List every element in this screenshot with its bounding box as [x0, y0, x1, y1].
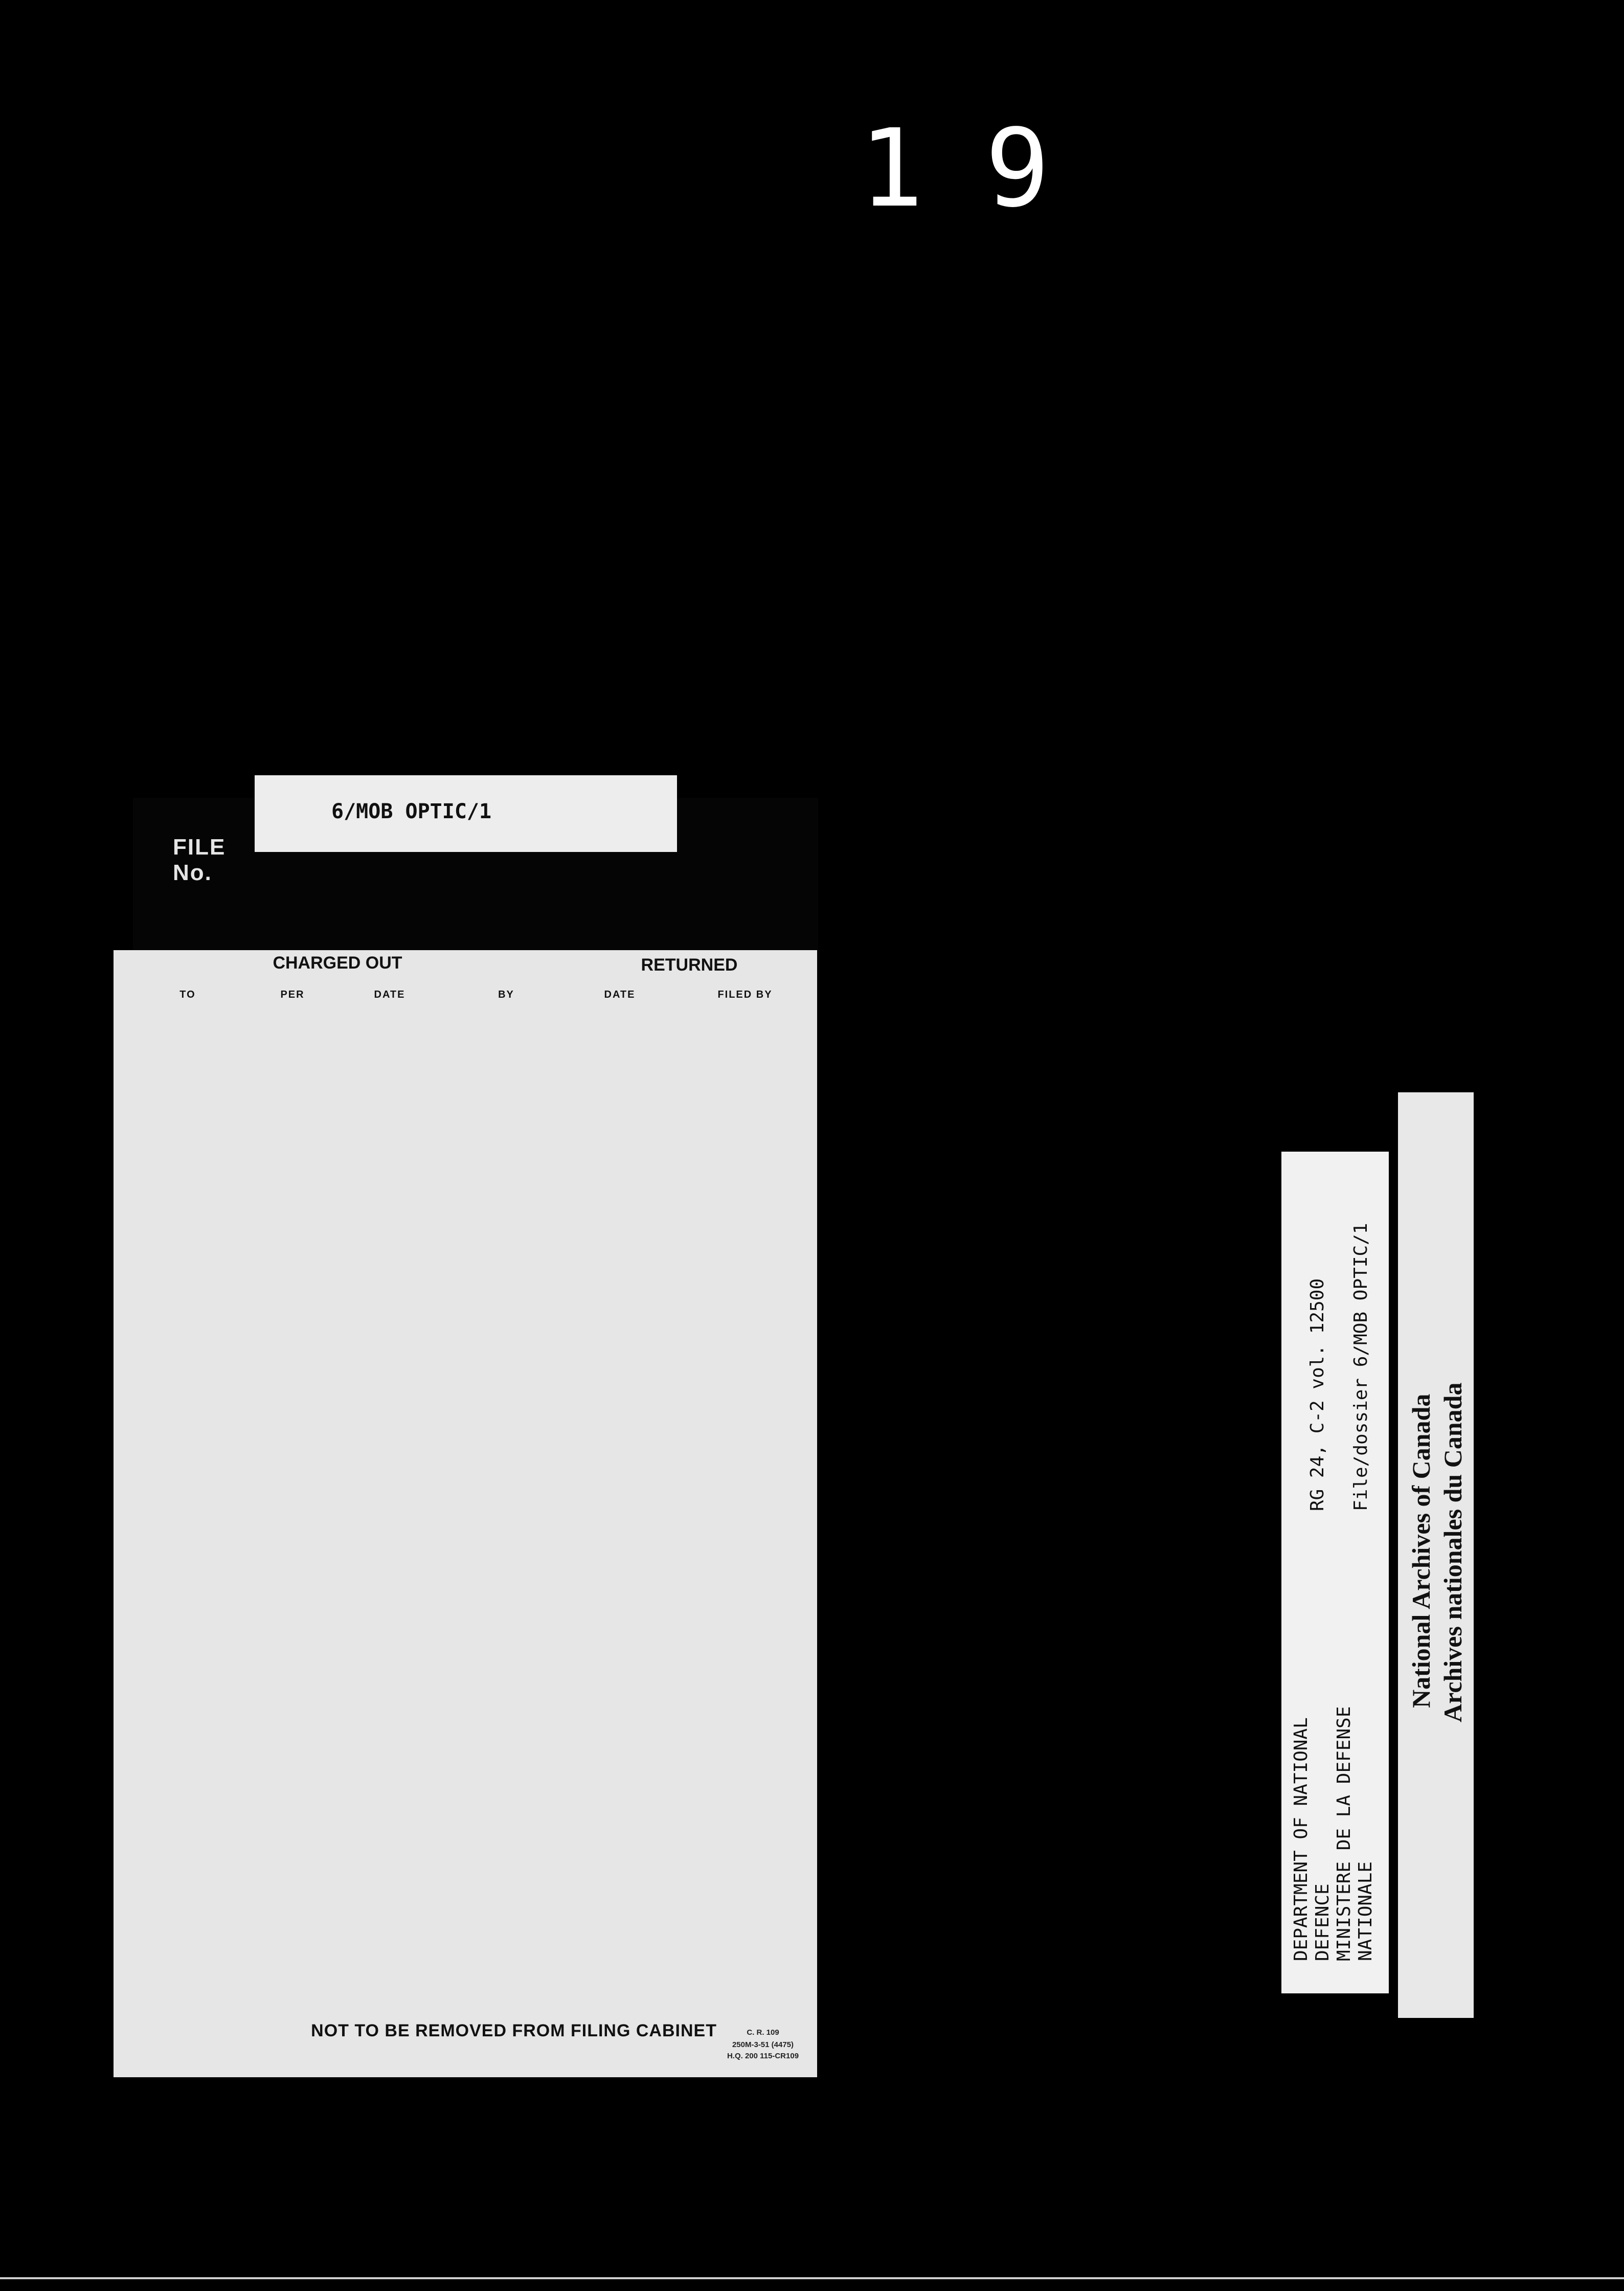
archive-label-text: [1281, 1158, 1389, 1987]
label-file-dossier: File/dossier 6/MOB OPTIC/1: [1350, 1223, 1371, 1511]
column-returned-date: DATE: [604, 989, 636, 1000]
file-number-value: 6/MOB OPTIC/1: [331, 800, 492, 823]
file-label-line2: No.: [173, 860, 212, 885]
label-dept-line3: MINISTERE DE LA DEFENSE: [1334, 1706, 1355, 1961]
slip-line-french: Archives nationales du Canada: [1438, 1382, 1467, 1722]
form-code-2: 250M-3-51 (4475): [732, 2040, 794, 2049]
label-record-group: RG 24, C-2 vol. 12500: [1307, 1278, 1328, 1511]
card-footer-warning: NOT TO BE REMOVED FROM FILING CABINET: [311, 2021, 717, 2040]
form-code-1: C. R. 109: [747, 2028, 779, 2037]
column-by: BY: [498, 989, 514, 1000]
column-filed-by: FILED BY: [717, 989, 773, 1000]
slip-line-english: National Archives of Canada: [1407, 1394, 1435, 1708]
column-date: DATE: [374, 989, 405, 1000]
column-per: PER: [280, 989, 305, 1000]
column-to: TO: [179, 989, 196, 1000]
file-number-tab: [255, 775, 677, 852]
frame-number: 19: [859, 106, 1111, 231]
label-dept-line4: NATIONALE: [1355, 1861, 1376, 1961]
form-code-3: H.Q. 200 115-CR109: [727, 2052, 799, 2060]
file-no-label: [173, 835, 225, 886]
archive-slip-text: [1398, 1094, 1474, 2015]
file-label-line1: FILE: [173, 835, 226, 860]
charged-out-header: CHARGED OUT: [273, 953, 402, 973]
label-dept-line1: DEPARTMENT OF NATIONAL: [1291, 1717, 1312, 1961]
returned-header: RETURNED: [641, 955, 738, 975]
charge-out-card: [114, 950, 817, 2077]
label-dept-line2: DEFENCE: [1312, 1883, 1333, 1961]
